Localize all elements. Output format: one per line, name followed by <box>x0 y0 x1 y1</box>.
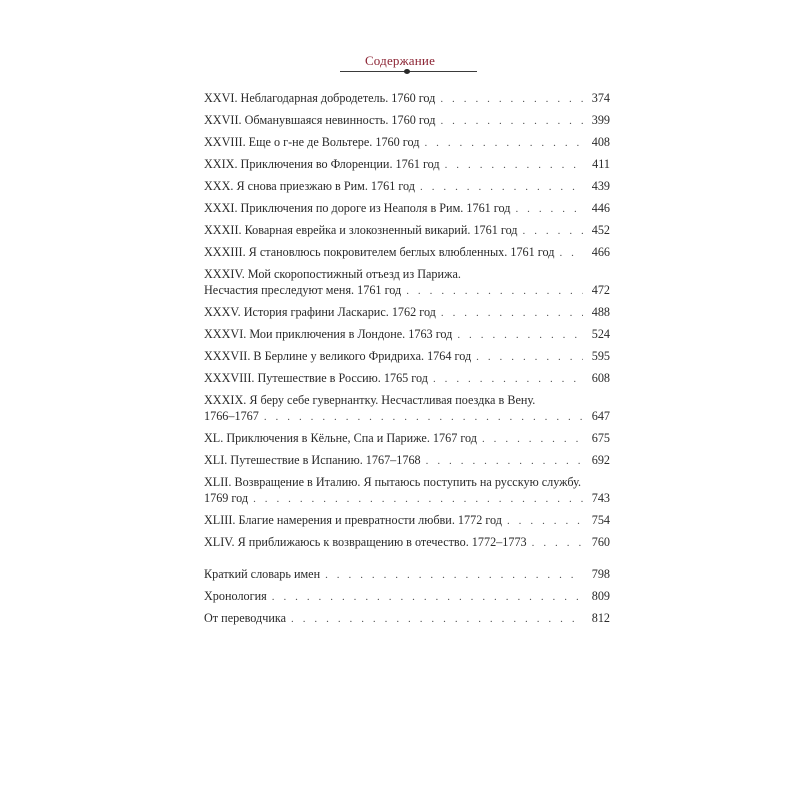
toc-entry-title: Несчастия преследуют меня. 1761 год <box>204 283 402 297</box>
toc-entry-page-number: 608 <box>591 371 610 385</box>
dot-leader <box>441 305 583 321</box>
toc-entry-title: XXVII. Обманувшаяся невинность. 1760 год <box>204 113 436 127</box>
toc-entry-page-number: 675 <box>591 431 610 445</box>
toc-entry-title: 1769 год <box>204 491 249 505</box>
dot-leader <box>433 371 583 387</box>
dot-leader <box>253 491 583 507</box>
toc-entry-row <box>204 588 610 605</box>
toc-entry-page-number: 399 <box>591 113 610 127</box>
toc-entry-page-number: 743 <box>591 491 610 505</box>
toc-entry-title: XXXVI. Мои приключения в Лондоне. 1763 год <box>204 327 453 341</box>
toc-entry-title: XL. Приключения в Кёльне, Спа и Париже. 1767 год <box>204 431 477 445</box>
dot-leader <box>426 453 583 469</box>
toc-entry[interactable] <box>204 200 610 217</box>
dot-leader <box>532 535 583 551</box>
toc-entry-row <box>204 222 610 239</box>
toc-entry-page-number: 446 <box>591 201 610 215</box>
toc-entry-page-number: 595 <box>591 349 610 363</box>
toc-entry-page-number: 798 <box>591 567 610 581</box>
toc-entry-row <box>204 244 610 261</box>
dot-leader <box>440 113 583 129</box>
dot-leader <box>424 135 583 151</box>
page-header <box>0 52 800 70</box>
toc-entry-row <box>204 512 610 529</box>
title-ornament <box>404 69 410 74</box>
toc-entry-title-line: XXXIX. Я беру себе гувернантку. Несчастливая поездка в Вену. <box>204 393 536 407</box>
toc-entry-page-number: 524 <box>591 327 610 341</box>
toc-entry-title: XXXI. Приключения по дороге из Неаполя в Рим. 1761 год <box>204 201 511 215</box>
toc-entry[interactable] <box>204 430 610 447</box>
toc-entry-row <box>204 348 610 365</box>
toc-entry-page-number: 754 <box>591 513 610 527</box>
toc-entry-page-number: 466 <box>591 245 610 259</box>
toc-entry-page-number: 647 <box>591 409 610 423</box>
toc-entry-title: 1766–1767 <box>204 409 259 423</box>
toc-entry[interactable] <box>204 112 610 129</box>
toc-entry[interactable] <box>204 370 610 387</box>
toc-entry-title: XLI. Путешествие в Испанию. 1767–1768 <box>204 453 421 467</box>
toc-entry[interactable] <box>204 348 610 365</box>
toc-entry[interactable] <box>204 610 610 627</box>
toc-entry-page-number: 439 <box>591 179 610 193</box>
toc-entry-row <box>204 452 610 469</box>
toc-entry-title: XLIII. Благие намерения и превратности любви. 1772 год <box>204 513 502 527</box>
toc-entry[interactable] <box>204 588 610 605</box>
toc-entry[interactable] <box>204 90 610 107</box>
toc-entry[interactable] <box>204 512 610 529</box>
toc-entry-row <box>204 200 610 217</box>
toc-entry[interactable] <box>204 326 610 343</box>
toc-entry-title: XXIX. Приключения во Флоренции. 1761 год <box>204 157 440 171</box>
toc-entry-row <box>204 370 610 387</box>
toc-entry-title: XXXVIII. Путешествие в Россию. 1765 год <box>204 371 428 385</box>
toc-entry[interactable] <box>204 452 610 469</box>
dot-leader <box>325 567 583 583</box>
toc-entry-row <box>204 134 610 151</box>
toc-entry-title: XXX. Я снова приезжаю в Рим. 1761 год <box>204 179 415 193</box>
dot-leader <box>440 91 583 107</box>
toc-entry-page-number: 809 <box>591 589 610 603</box>
toc-entry[interactable] <box>204 156 610 173</box>
toc-entry-page-number: 411 <box>592 157 610 171</box>
toc-entry-page-number: 374 <box>591 91 610 105</box>
toc-entry-title: XXXV. История графини Ласкарис. 1762 год <box>204 305 436 319</box>
dot-leader <box>523 223 583 239</box>
dot-leader <box>291 611 583 627</box>
toc-entry[interactable] <box>204 566 610 583</box>
toc-entry-row <box>204 112 610 129</box>
dot-leader <box>457 327 583 343</box>
dot-leader <box>482 431 583 447</box>
toc-entry-title: XXXII. Коварная еврейка и злокозненный викарий. 1761 год <box>204 223 518 237</box>
toc-entry[interactable] <box>204 392 610 425</box>
toc-entry-row <box>204 304 610 321</box>
toc-entry-title: Хронология <box>204 589 267 603</box>
toc-entry-row <box>204 566 610 583</box>
toc-entry-title-line: XLII. Возвращение в Италию. Я пытаюсь поступить на русскую службу. <box>204 475 582 489</box>
toc-entry-page-number: 488 <box>591 305 610 319</box>
toc-entry-page-number: 472 <box>591 283 610 297</box>
toc-entry-page-number: 408 <box>591 135 610 149</box>
toc-entry-row <box>204 430 610 447</box>
toc-entry[interactable] <box>204 304 610 321</box>
toc-entry[interactable] <box>204 134 610 151</box>
toc-entry[interactable] <box>204 474 610 507</box>
toc-entry-title: XXVI. Неблагодарная добродетель. 1760 год <box>204 91 436 105</box>
toc-entry[interactable] <box>204 266 610 299</box>
toc-entry-row <box>204 326 610 343</box>
toc-entry-title: От переводчика <box>204 611 287 625</box>
table-of-contents <box>204 90 610 632</box>
dot-leader <box>515 201 583 217</box>
toc-entry-row <box>204 156 610 173</box>
toc-entry-title: XXVIII. Еще о г-не де Вольтере. 1760 год <box>204 135 420 149</box>
toc-entry-row <box>204 610 610 627</box>
toc-entry-page-number: 692 <box>591 453 610 467</box>
dot-leader <box>420 179 583 195</box>
toc-entry-row <box>204 90 610 107</box>
dot-leader <box>507 513 583 529</box>
toc-entry-title: XXXVII. В Берлине у великого Фридриха. 1764 год <box>204 349 472 363</box>
dot-leader <box>406 283 583 299</box>
dot-leader <box>559 245 583 261</box>
toc-entry-row <box>204 408 610 425</box>
page-title: Содержание <box>364 53 436 68</box>
toc-entry[interactable] <box>204 222 610 239</box>
toc-entry-row <box>204 490 610 507</box>
toc-entry-page-number: 760 <box>591 535 610 549</box>
toc-entry-title-line: XXXIV. Мой скоропостижный отъезд из Парижа. <box>204 267 461 281</box>
toc-entry-title: XXXIII. Я становлюсь покровителем беглых влюбленных. 1761 год <box>204 245 555 259</box>
dot-leader <box>264 409 583 425</box>
dot-leader <box>272 589 583 605</box>
dot-leader <box>445 157 583 173</box>
toc-entry-page-number: 452 <box>591 223 610 237</box>
toc-entry-title: XLIV. Я приближаюсь к возвращению в отечество. 1772–1773 <box>204 535 527 549</box>
toc-entry-title: Краткий словарь имен <box>204 567 321 581</box>
toc-entry-page-number: 812 <box>591 611 610 625</box>
toc-entry[interactable] <box>204 178 610 195</box>
dot-leader <box>476 349 583 365</box>
toc-entry[interactable] <box>204 244 610 261</box>
toc-entry-row <box>204 178 610 195</box>
toc-entry[interactable] <box>204 534 610 551</box>
toc-entry-row <box>204 534 610 551</box>
toc-entry-row <box>204 282 610 299</box>
